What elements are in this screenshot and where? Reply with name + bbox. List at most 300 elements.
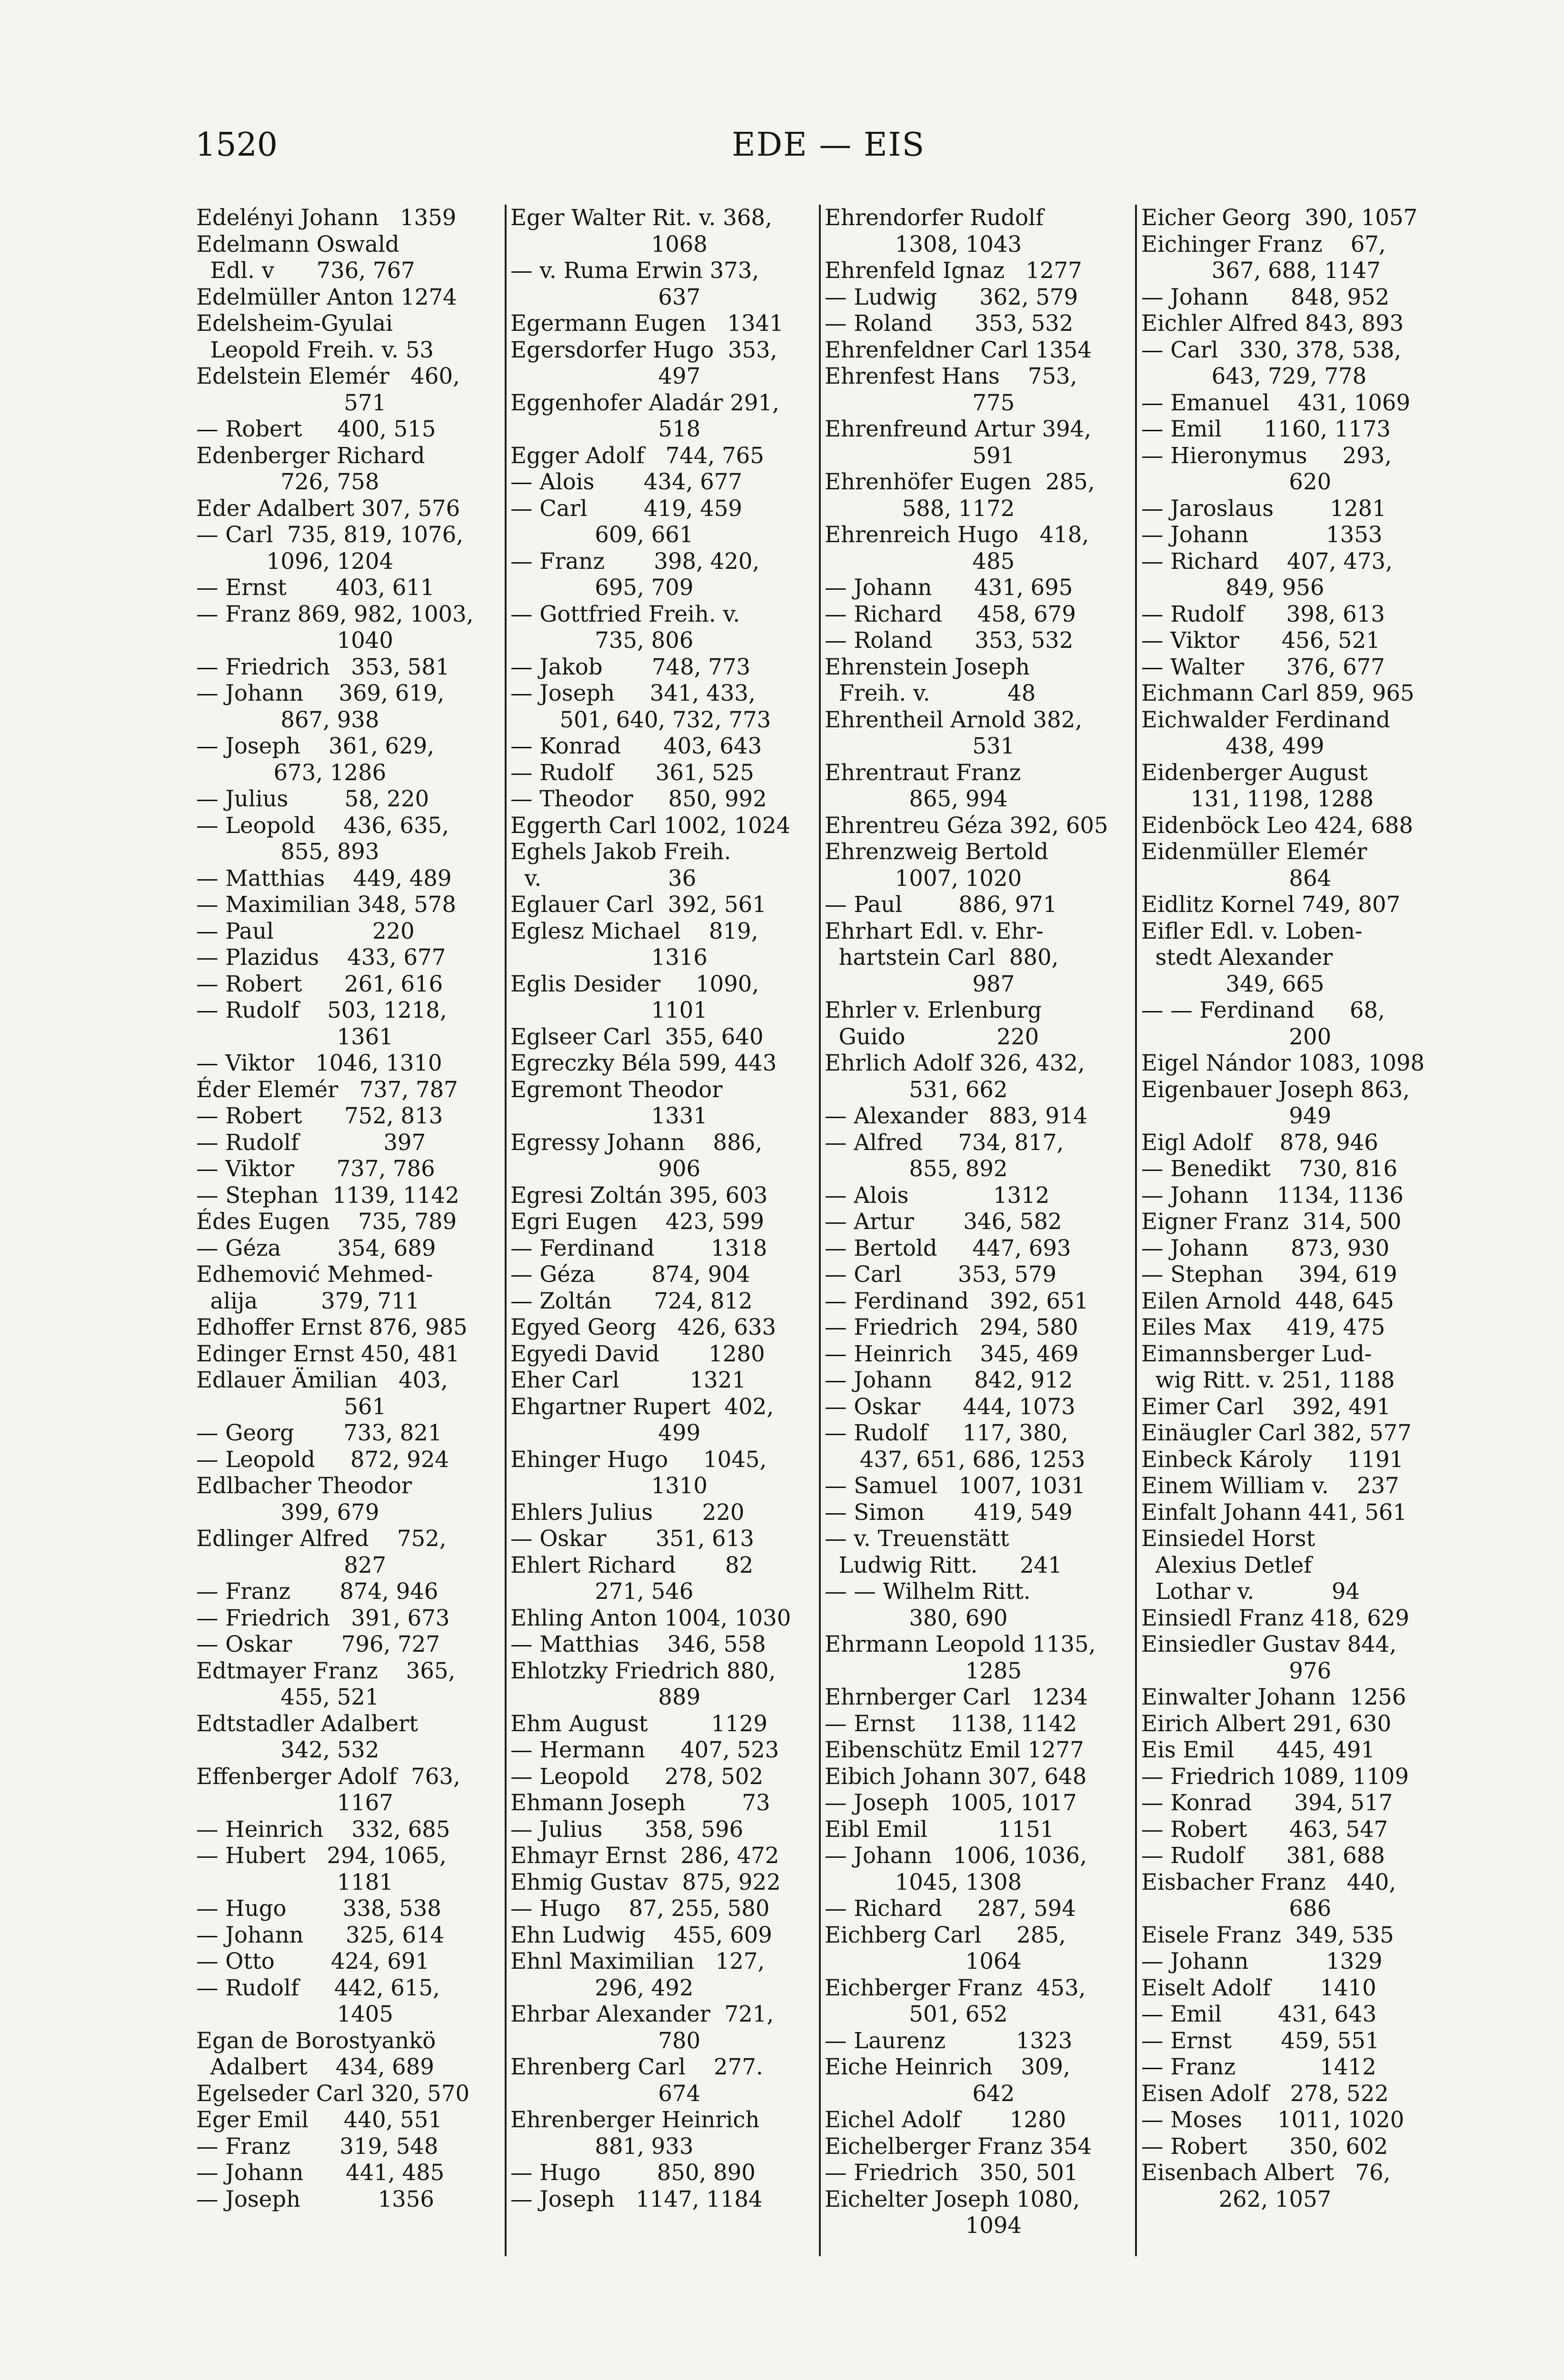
index-entry-line: 1331 xyxy=(510,1103,707,1129)
index-entry-line: — Benedikt 730, 816 xyxy=(1141,1156,1398,1181)
index-entry-line: Edenberger Richard xyxy=(196,442,425,468)
index-entry-line: 499 xyxy=(510,1420,701,1446)
index-entry-line: 497 xyxy=(510,363,701,389)
index-entry-line: 501, 640, 732, 773 xyxy=(510,706,771,733)
index-entry-line: — Friedrich 353, 581 xyxy=(196,654,450,680)
index-entry-line: Édes Eugen 735, 789 xyxy=(196,1209,457,1234)
index-entry-line: 342, 532 xyxy=(196,1737,379,1763)
index-entry-line: — Ernst 403, 611 xyxy=(196,575,435,600)
index-entry-line: — Carl 735, 819, 1076, xyxy=(196,522,463,547)
index-entry-line: — Rudolf 361, 525 xyxy=(510,759,754,785)
index-entry-line: Ehlert Richard 82 xyxy=(510,1552,754,1578)
index-entry-line: 642 xyxy=(825,2080,1015,2106)
index-entry-line: 695, 709 xyxy=(510,575,694,600)
index-entry-line: 1405 xyxy=(196,2001,393,2027)
index-entry-line: Eibenschütz Emil 1277 xyxy=(825,1737,1084,1763)
index-entry-line: Ehrendorfer Rudolf xyxy=(825,205,1044,230)
index-entry-line: Edinger Ernst 450, 481 xyxy=(196,1340,460,1367)
index-entry-line: Einsiedler Gustav 844, xyxy=(1141,1631,1397,1657)
index-entry-line: Eher Carl 1321 xyxy=(510,1367,746,1393)
index-entry-line: Edtstadler Adalbert xyxy=(196,1710,418,1736)
index-entry-line: 643, 729, 778 xyxy=(1141,363,1367,389)
index-entry-line: Ehrhart Edl. v. Ehr- xyxy=(825,918,1044,944)
index-entry-line: Eigel Nándor 1083, 1098 xyxy=(1141,1050,1425,1076)
index-entry-line: — Johann 1134, 1136 xyxy=(1141,1182,1404,1208)
index-entry-line: 591 xyxy=(825,442,1015,468)
index-entry-line: — Julius 58, 220 xyxy=(196,786,429,812)
index-entry-line: — Rudolf 117, 380, xyxy=(825,1420,1068,1446)
index-entry-line: 1007, 1020 xyxy=(825,865,1022,891)
column-divider xyxy=(505,205,507,2256)
index-entry-line: — Plazidus 433, 677 xyxy=(196,944,446,970)
index-entry-line: Eghels Jakob Freih. xyxy=(510,839,731,864)
index-entry-line: Eimannsberger Lud- xyxy=(1141,1340,1372,1367)
index-entry-line: Ehrenstein Joseph xyxy=(825,654,1030,680)
index-entry-line: 1316 xyxy=(510,944,707,970)
index-entry-line: Ehlotzky Friedrich 880, xyxy=(510,1657,776,1684)
index-entry-line: — Joseph 1356 xyxy=(196,2186,434,2212)
index-entry-line: 455, 521 xyxy=(196,1684,379,1710)
index-entry-line: — Emil 431, 643 xyxy=(1141,2001,1377,2027)
index-entry-line: Eggenhofer Aladár 291, xyxy=(510,389,779,416)
index-entry-line: — Hugo 87, 255, 580 xyxy=(510,1895,770,1921)
index-entry-line: alija 379, 711 xyxy=(196,1288,420,1314)
index-entry-line: — Franz 398, 420, xyxy=(510,548,760,574)
index-entry-line: Ehmann Joseph 73 xyxy=(510,1790,770,1815)
index-entry-line: — Walter 376, 677 xyxy=(1141,654,1385,680)
index-entry-line: — Rudolf 442, 615, xyxy=(196,1974,440,2001)
index-entry-line: — v. Ruma Erwin 373, xyxy=(510,258,759,283)
index-entry-line: Adalbert 434, 689 xyxy=(196,2054,434,2080)
index-entry-line: — Johann 842, 912 xyxy=(825,1367,1073,1393)
index-column-2 xyxy=(510,205,815,2256)
index-entry-line: Eglis Desider 1090, xyxy=(510,971,759,997)
index-entry-line: Freih. v. 48 xyxy=(825,680,1036,706)
index-entry-line: — Richard 458, 679 xyxy=(825,601,1076,627)
index-entry-line: Eiche Heinrich 309, xyxy=(825,2054,1070,2080)
index-entry-line: Eichberger Franz 453, xyxy=(825,1974,1086,2001)
index-entry-line: — Richard 287, 594 xyxy=(825,1895,1076,1921)
index-entry-line: — Rudolf 503, 1218, xyxy=(196,997,447,1023)
index-entry-line: — Julius 358, 596 xyxy=(510,1816,744,1842)
index-entry-line: Ehgartner Rupert 402, xyxy=(510,1393,774,1419)
index-entry-line: — Ferdinand 392, 651 xyxy=(825,1288,1089,1314)
index-entry-line: 518 xyxy=(510,416,701,442)
index-entry-line: 349, 665 xyxy=(1141,971,1325,997)
index-entry-line: Ehmig Gustav 875, 922 xyxy=(510,1869,781,1895)
index-entry-line: — Matthias 449, 489 xyxy=(196,865,452,891)
index-entry-line: — Johann 369, 619, xyxy=(196,680,445,706)
index-entry-line: 1045, 1308 xyxy=(825,1869,1022,1895)
index-entry-line: — Alois 1312 xyxy=(825,1182,1050,1208)
column-divider xyxy=(819,205,821,2256)
index-entry-line: — Johann 1353 xyxy=(1141,522,1383,547)
index-entry-line: 1167 xyxy=(196,1790,393,1815)
index-entry-line: Eidlitz Kornel 749, 807 xyxy=(1141,892,1401,917)
index-entry-line: Eisenbach Albert 76, xyxy=(1141,2160,1391,2185)
index-entry-line: — Friedrich 1089, 1109 xyxy=(1141,1763,1409,1789)
index-entry-line: 438, 499 xyxy=(1141,733,1325,759)
index-entry-line: Edelstein Elemér 460, xyxy=(196,363,460,389)
index-entry-line: — Stephan 1139, 1142 xyxy=(196,1182,459,1208)
index-entry-line: Eisbacher Franz 440, xyxy=(1141,1869,1396,1895)
index-column-4 xyxy=(1141,205,1444,2256)
index-entry-line: — Carl 419, 459 xyxy=(510,495,743,521)
index-entry-line: — Hugo 850, 890 xyxy=(510,2160,756,2185)
index-entry-line: — Jakob 748, 773 xyxy=(510,654,751,680)
index-entry-line: — Paul 886, 971 xyxy=(825,892,1057,917)
index-entry-line: Edlbacher Theodor xyxy=(196,1473,412,1498)
index-entry-line: Einwalter Johann 1256 xyxy=(1141,1684,1406,1710)
index-entry-line: Eger Walter Rit. v. 368, xyxy=(510,205,772,230)
index-entry-line: Ehrenreich Hugo 418, xyxy=(825,522,1089,547)
index-entry-line: Ehrenfreund Artur 394, xyxy=(825,416,1091,442)
index-entry-line: 531, 662 xyxy=(825,1076,1008,1102)
index-entry-line: Egresi Zoltán 395, 603 xyxy=(510,1182,768,1208)
index-entry-line: — Johann 873, 930 xyxy=(1141,1235,1390,1261)
index-entry-line: — — Ferdinand 68, xyxy=(1141,997,1385,1023)
index-entry-line: Ehlers Julius 220 xyxy=(510,1499,745,1525)
index-entry-line: 609, 661 xyxy=(510,522,694,547)
index-entry-line: Einem William v. 237 xyxy=(1141,1473,1399,1498)
index-entry-line: Egyed Georg 426, 633 xyxy=(510,1314,777,1340)
index-entry-line: — Franz 874, 946 xyxy=(196,1578,438,1604)
index-entry-line: — Rudolf 397 xyxy=(196,1129,426,1155)
index-entry-line: Ehrentraut Franz xyxy=(825,759,1021,785)
page-number: 1520 xyxy=(195,126,278,164)
index-entry-line: 131, 1198, 1288 xyxy=(1141,786,1374,812)
index-entry-line: — Hubert 294, 1065, xyxy=(196,1843,447,1868)
index-entry-line: 949 xyxy=(1141,1103,1332,1129)
index-entry-line: v. 36 xyxy=(510,865,697,891)
index-entry-line: Edlauer Ämilian 403, xyxy=(196,1367,448,1393)
index-entry-line: Alexius Detlef xyxy=(1141,1552,1312,1578)
index-entry-line: — Hermann 407, 523 xyxy=(510,1737,779,1763)
index-entry-line: Edelényi Johann 1359 xyxy=(196,205,457,230)
index-entry-line: Egermann Eugen 1341 xyxy=(510,310,784,336)
index-entry-line: — Matthias 346, 558 xyxy=(510,1631,766,1657)
index-entry-line: hartstein Carl 880, xyxy=(825,944,1059,970)
index-entry-line: — Joseph 341, 433, xyxy=(510,680,756,706)
index-entry-line: — Joseph 361, 629, xyxy=(196,733,434,759)
index-entry-line: Eidenböck Leo 424, 688 xyxy=(1141,812,1414,838)
index-entry-line: 588, 1172 xyxy=(825,495,1015,521)
index-entry-line: — Friedrich 294, 580 xyxy=(825,1314,1078,1340)
index-entry-line: 1285 xyxy=(825,1657,1022,1684)
index-entry-line: — Roland 353, 532 xyxy=(825,310,1074,336)
index-entry-line: Ehn Ludwig 455, 609 xyxy=(510,1922,772,1948)
index-entry-line: 200 xyxy=(1141,1023,1332,1050)
index-entry-line: — Hieronymus 293, xyxy=(1141,442,1392,468)
index-entry-line: Guido 220 xyxy=(825,1023,1039,1050)
index-entry-line: — Franz 1412 xyxy=(1141,2054,1376,2080)
index-entry-line: — Johann 1329 xyxy=(1141,1948,1383,1974)
index-entry-line: 780 xyxy=(510,2027,701,2053)
index-entry-line: — Georg 733, 821 xyxy=(196,1420,442,1446)
index-entry-line: — Johann 441, 485 xyxy=(196,2160,445,2185)
index-entry-line: 867, 938 xyxy=(196,706,379,733)
index-entry-line: wig Ritt. v. 251, 1188 xyxy=(1141,1367,1395,1393)
index-entry-line: 485 xyxy=(825,548,1015,574)
index-entry-line: Edlinger Alfred 752, xyxy=(196,1526,447,1551)
index-entry-line: — Gottfried Freih. v. xyxy=(510,601,740,627)
index-entry-line: — Ferdinand 1318 xyxy=(510,1235,767,1261)
index-entry-line: 1064 xyxy=(825,1948,1022,1974)
index-entry-line: Eirich Albert 291, 630 xyxy=(1141,1710,1392,1736)
index-entry-line: — Laurenz 1323 xyxy=(825,2027,1073,2053)
index-entry-line: Ludwig Ritt. 241 xyxy=(825,1552,1062,1578)
index-entry-line: Edhoffer Ernst 876, 985 xyxy=(196,1314,468,1340)
index-entry-line: — Bertold 447, 693 xyxy=(825,1235,1071,1261)
index-entry-line: Eichelter Joseph 1080, xyxy=(825,2186,1080,2212)
index-entry-line: 976 xyxy=(1141,1657,1332,1684)
index-entry-line: 987 xyxy=(825,971,1015,997)
index-entry-line: Eiles Max 419, 475 xyxy=(1141,1314,1385,1340)
index-entry-line: 855, 892 xyxy=(825,1156,1008,1181)
index-entry-line: — Heinrich 332, 685 xyxy=(196,1816,450,1842)
index-entry-line: — Artur 346, 582 xyxy=(825,1209,1062,1234)
index-entry-line: — Robert 350, 602 xyxy=(1141,2133,1388,2159)
index-entry-line: Edhemović Mehmed- xyxy=(196,1261,433,1287)
index-entry-line: 865, 994 xyxy=(825,786,1008,812)
index-entry-line: Eibich Johann 307, 648 xyxy=(825,1763,1087,1789)
index-entry-line: — Jaroslaus 1281 xyxy=(1141,495,1386,521)
index-entry-line: — Viktor 1046, 1310 xyxy=(196,1050,442,1076)
index-entry-line: Ehrenfeldner Carl 1354 xyxy=(825,337,1092,363)
index-column-3 xyxy=(825,205,1129,2256)
index-entry-line: Ehrnberger Carl 1234 xyxy=(825,1684,1088,1710)
index-entry-line: Ehrenfeld Ignaz 1277 xyxy=(825,258,1082,283)
index-entry-line: — Franz 319, 548 xyxy=(196,2133,438,2159)
index-entry-line: Eibl Emil 1151 xyxy=(825,1816,1055,1842)
column-divider xyxy=(1135,205,1137,2256)
index-entry-line: Eglseer Carl 355, 640 xyxy=(510,1023,764,1050)
index-entry-line: — Roland 353, 532 xyxy=(825,627,1074,653)
index-entry-line: Ehrentheil Arnold 382, xyxy=(825,706,1082,733)
index-columns xyxy=(196,205,1444,2256)
index-entry-line: — Samuel 1007, 1031 xyxy=(825,1473,1086,1498)
index-entry-line: 561 xyxy=(196,1393,387,1419)
index-entry-line: Egremont Theodor xyxy=(510,1076,723,1102)
index-entry-line: Ehinger Hugo 1045, xyxy=(510,1446,767,1472)
index-entry-line: 571 xyxy=(196,389,387,416)
index-entry-line: Eisele Franz 349, 535 xyxy=(1141,1922,1394,1948)
index-entry-line: — Maximilian 348, 578 xyxy=(196,892,456,917)
index-entry-line: 686 xyxy=(1141,1895,1332,1921)
index-entry-line: — Johann 848, 952 xyxy=(1141,284,1390,310)
index-entry-line: — Leopold 436, 635, xyxy=(196,812,449,838)
index-entry-line: Ehrlich Adolf 326, 432, xyxy=(825,1050,1085,1076)
index-entry-line: — Géza 874, 904 xyxy=(510,1261,750,1287)
index-entry-line: Eidenberger August xyxy=(1141,759,1368,785)
index-entry-line: — Emil 1160, 1173 xyxy=(1141,416,1391,442)
index-entry-line: — — Wilhelm Ritt. xyxy=(825,1578,1031,1604)
index-entry-line: — Oskar 351, 613 xyxy=(510,1526,754,1551)
index-entry-line: 437, 651, 686, 1253 xyxy=(825,1446,1086,1472)
index-entry-line: — Otto 424, 691 xyxy=(196,1948,430,1974)
index-entry-line: 637 xyxy=(510,284,701,310)
index-entry-line: Eichmann Carl 859, 965 xyxy=(1141,680,1415,706)
index-entry-line: 296, 492 xyxy=(510,1974,694,2001)
index-entry-line: — Franz 869, 982, 1003, xyxy=(196,601,474,627)
index-entry-line: Egelseder Carl 320, 570 xyxy=(196,2080,470,2106)
index-entry-line: Ehrenzweig Bertold xyxy=(825,839,1049,864)
index-entry-line: Eisen Adolf 278, 522 xyxy=(1141,2080,1389,2106)
index-entry-line: — Joseph 1147, 1184 xyxy=(510,2186,763,2212)
index-entry-line: Eiselt Adolf 1410 xyxy=(1141,1974,1376,2001)
index-entry-line: Einsiedel Horst xyxy=(1141,1526,1315,1551)
index-entry-line: 1361 xyxy=(196,1023,393,1050)
index-entry-line: 271, 546 xyxy=(510,1578,694,1604)
index-entry-line: — Richard 407, 473, xyxy=(1141,548,1393,574)
index-entry-line: Einsiedl Franz 418, 629 xyxy=(1141,1605,1409,1631)
index-entry-line: Eis Emil 445, 491 xyxy=(1141,1737,1375,1763)
index-entry-line: Egressy Johann 886, xyxy=(510,1129,763,1155)
index-entry-line: Ehrenberg Carl 277. xyxy=(510,2054,763,2080)
index-entry-line: — Robert 463, 547 xyxy=(1141,1816,1388,1842)
index-entry-line: 889 xyxy=(510,1684,701,1710)
running-head: EDE — EIS xyxy=(731,126,926,164)
index-entry-line: Éder Elemér 737, 787 xyxy=(196,1076,458,1102)
index-entry-line: 849, 956 xyxy=(1141,575,1325,600)
index-entry-line: Eger Emil 440, 551 xyxy=(196,2107,442,2132)
index-entry-line: Ehling Anton 1004, 1030 xyxy=(510,1605,791,1631)
index-entry-line: 906 xyxy=(510,1156,701,1181)
index-entry-line: 827 xyxy=(196,1552,387,1578)
index-entry-line: Lothar v. 94 xyxy=(1141,1578,1360,1604)
index-entry-line: 380, 690 xyxy=(825,1605,1008,1631)
index-entry-line: — Robert 752, 813 xyxy=(196,1103,443,1129)
index-entry-line: 726, 758 xyxy=(196,469,379,495)
index-entry-line: Ehrenhöfer Eugen 285, xyxy=(825,469,1095,495)
index-entry-line: 855, 893 xyxy=(196,839,379,864)
index-entry-line: Ehm August 1129 xyxy=(510,1710,767,1736)
index-column-1 xyxy=(196,205,501,2256)
index-entry-line: — Leopold 278, 502 xyxy=(510,1763,764,1789)
index-entry-line: 531 xyxy=(825,733,1015,759)
index-entry-line: — Konrad 394, 517 xyxy=(1141,1790,1393,1815)
index-entry-line: Egan de Borostyankö xyxy=(196,2027,436,2053)
index-entry-line: Edl. v 736, 767 xyxy=(196,258,415,283)
index-entry-line: Eichler Alfred 843, 893 xyxy=(1141,310,1404,336)
index-entry-line: Ehrbar Alexander 721, xyxy=(510,2001,774,2027)
index-entry-line: Egger Adolf 744, 765 xyxy=(510,442,764,468)
index-entry-line: 1101 xyxy=(510,997,707,1023)
index-entry-line: Eichinger Franz 67, xyxy=(1141,231,1386,257)
index-entry-line: Egyedi David 1280 xyxy=(510,1340,765,1367)
index-entry-line: — Simon 419, 549 xyxy=(825,1499,1073,1525)
index-entry-line: — Friedrich 350, 501 xyxy=(825,2160,1078,2185)
index-entry-line: 1308, 1043 xyxy=(825,231,1022,257)
index-entry-line: Eigl Adolf 878, 946 xyxy=(1141,1129,1378,1155)
index-entry-line: Eglesz Michael 819, xyxy=(510,918,758,944)
index-entry-line: Edelmann Oswald xyxy=(196,231,399,257)
index-entry-line: Eichwalder Ferdinand xyxy=(1141,706,1390,733)
index-entry-line: 620 xyxy=(1141,469,1332,495)
index-entry-line: — Zoltán 724, 812 xyxy=(510,1288,753,1314)
index-entry-line: — Carl 353, 579 xyxy=(825,1261,1057,1287)
index-entry-line: — v. Treuenstätt xyxy=(825,1526,1009,1551)
index-entry-line: stedt Alexander xyxy=(1141,944,1333,970)
index-entry-line: — Johann 431, 695 xyxy=(825,575,1073,600)
index-entry-line: — Leopold 872, 924 xyxy=(196,1446,449,1472)
index-entry-line: — Oskar 444, 1073 xyxy=(825,1393,1076,1419)
index-entry-line: Eichel Adolf 1280 xyxy=(825,2107,1066,2132)
index-entry-line: Eigner Franz 314, 500 xyxy=(1141,1209,1402,1234)
index-entry-line: Eichelberger Franz 354 xyxy=(825,2133,1092,2159)
index-entry-line: 1181 xyxy=(196,1869,393,1895)
index-entry-line: — Stephan 394, 619 xyxy=(1141,1261,1397,1287)
index-entry-line: Eglauer Carl 392, 561 xyxy=(510,892,767,917)
index-entry-line: — Rudolf 381, 688 xyxy=(1141,1843,1385,1868)
index-entry-line: 775 xyxy=(825,389,1015,416)
index-entry-line: Eidenmüller Elemér xyxy=(1141,839,1367,864)
page-header xyxy=(0,121,1564,178)
index-entry-line: — Johann 1006, 1036, xyxy=(825,1843,1087,1868)
index-entry-line: 1094 xyxy=(825,2212,1022,2238)
index-entry-line: — Theodor 850, 992 xyxy=(510,786,767,812)
index-entry-line: Leopold Freih. v. 53 xyxy=(196,337,434,363)
index-entry-line: 1040 xyxy=(196,627,393,653)
index-entry-line: — Géza 354, 689 xyxy=(196,1235,436,1261)
index-entry-line: — Viktor 456, 521 xyxy=(1141,627,1380,653)
index-entry-line: — Robert 261, 616 xyxy=(196,971,443,997)
index-entry-line: 501, 652 xyxy=(825,2001,1008,2027)
index-entry-line: Egri Eugen 423, 599 xyxy=(510,1209,764,1234)
index-entry-line: — Alfred 734, 817, xyxy=(825,1129,1064,1155)
index-entry-line: — Robert 400, 515 xyxy=(196,416,436,442)
index-entry-line: Ehrenberger Heinrich xyxy=(510,2107,760,2132)
index-entry-line: Eifler Edl. v. Loben- xyxy=(1141,918,1363,944)
index-entry-line: Egersdorfer Hugo 353, xyxy=(510,337,777,363)
index-entry-line: — Ernst 1138, 1142 xyxy=(825,1710,1077,1736)
index-entry-line: 367, 688, 1147 xyxy=(1141,258,1381,283)
index-entry-line: Einbeck Károly 1191 xyxy=(1141,1446,1404,1472)
index-entry-line: Effenberger Adolf 763, xyxy=(196,1763,460,1789)
index-entry-line: Ehrler v. Erlenburg xyxy=(825,997,1042,1023)
index-entry-line: Ehrentreu Géza 392, 605 xyxy=(825,812,1108,838)
index-entry-line: — Alois 434, 677 xyxy=(510,469,743,495)
index-entry-line: Eichberg Carl 285, xyxy=(825,1922,1066,1948)
index-entry-line: — Rudolf 398, 613 xyxy=(1141,601,1385,627)
index-entry-line: — Emanuel 431, 1069 xyxy=(1141,389,1411,416)
index-entry-line: — Konrad 403, 643 xyxy=(510,733,762,759)
index-entry-line: — Johann 325, 614 xyxy=(196,1922,445,1948)
index-entry-line: — Ernst 459, 551 xyxy=(1141,2027,1380,2053)
index-entry-line: Eigenbauer Joseph 863, xyxy=(1141,1076,1410,1102)
index-entry-line: — Alexander 883, 914 xyxy=(825,1103,1088,1129)
index-entry-line: Ehrenfest Hans 753, xyxy=(825,363,1077,389)
index-entry-line: 673, 1286 xyxy=(196,759,387,785)
index-entry-line: — Heinrich 345, 469 xyxy=(825,1340,1079,1367)
index-entry-line: 674 xyxy=(510,2080,701,2106)
index-entry-line: — Oskar 796, 727 xyxy=(196,1631,440,1657)
index-entry-line: Eggerth Carl 1002, 1024 xyxy=(510,812,791,838)
index-entry-line: — Hugo 338, 538 xyxy=(196,1895,441,1921)
index-entry-line: 399, 679 xyxy=(196,1499,379,1525)
index-entry-line: Edelsheim-Gyulai xyxy=(196,310,393,336)
index-entry-line: Eicher Georg 390, 1057 xyxy=(1141,205,1418,230)
index-entry-line: 864 xyxy=(1141,865,1332,891)
index-entry-line: Edelmüller Anton 1274 xyxy=(196,284,457,310)
index-entry-line: 1310 xyxy=(510,1473,707,1498)
index-entry-line: Eimer Carl 392, 491 xyxy=(1141,1393,1391,1419)
index-entry-line: 1096, 1204 xyxy=(196,548,394,574)
index-entry-line: 262, 1057 xyxy=(1141,2186,1332,2212)
index-entry-line: — Friedrich 391, 673 xyxy=(196,1605,450,1631)
index-entry-line: Einäugler Carl 382, 577 xyxy=(1141,1420,1412,1446)
index-entry-line: — Paul 220 xyxy=(196,918,415,944)
